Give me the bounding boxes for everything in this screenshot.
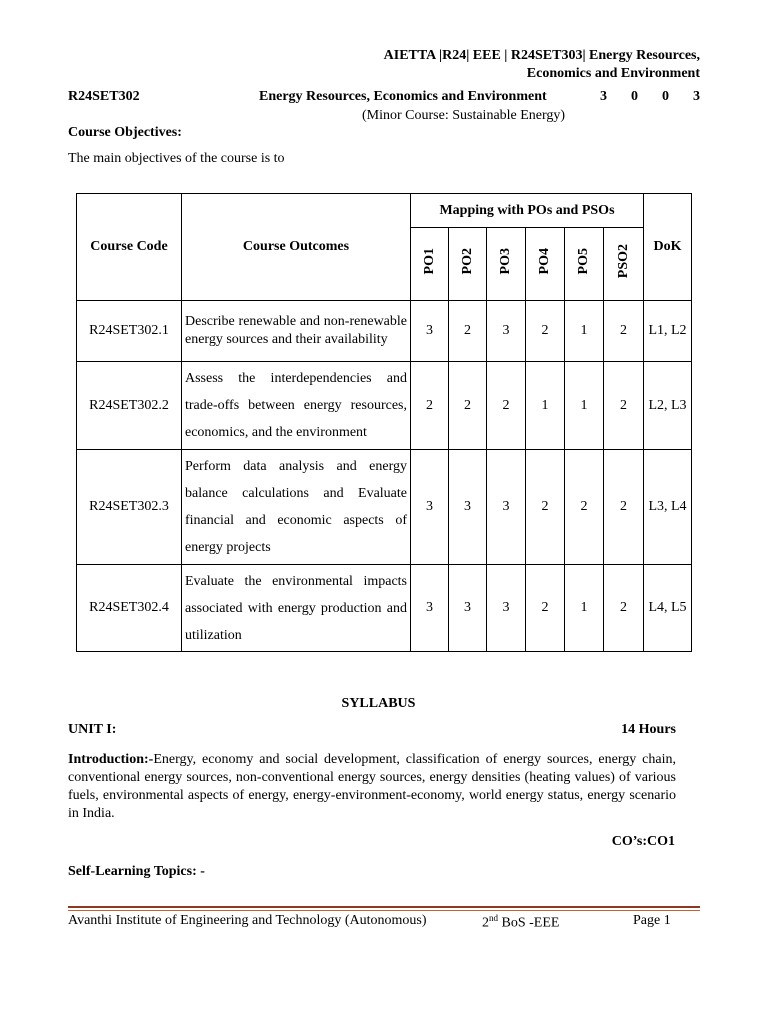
row-po4: 2 xyxy=(526,301,565,362)
document-header xyxy=(384,47,700,83)
row-po1: 3 xyxy=(411,450,449,565)
row-code: R24SET302.4 xyxy=(77,565,182,652)
row-po3: 3 xyxy=(487,301,526,362)
syllabus-heading: SYLLABUS xyxy=(341,696,416,711)
row-po1: 2 xyxy=(411,362,449,450)
credit-c: 3 xyxy=(693,89,700,104)
row-dok: L2, L3 xyxy=(644,362,692,450)
credit-t: 0 xyxy=(631,89,638,104)
header-course-outcomes: Course Outcomes xyxy=(182,194,411,301)
row-po5: 2 xyxy=(565,450,604,565)
row-pso2: 2 xyxy=(604,565,644,652)
header-line-2: Economics and Environment xyxy=(526,66,700,81)
row-code: R24SET302.1 xyxy=(77,301,182,362)
objectives-heading: Course Objectives: xyxy=(68,125,182,140)
header-dok: DoK xyxy=(644,194,692,301)
footer-page-number: Page 1 xyxy=(633,913,671,928)
row-po2: 3 xyxy=(449,450,487,565)
minor-course-note: (Minor Course: Sustainable Energy) xyxy=(362,108,566,123)
unit-title: UNIT I: xyxy=(68,722,117,737)
row-po5: 1 xyxy=(565,565,604,652)
row-po3: 2 xyxy=(487,362,526,450)
credit-p: 0 xyxy=(662,89,669,104)
row-po3: 3 xyxy=(487,450,526,565)
row-outcome: Describe renewable and non-renewable energy sources and their availability xyxy=(182,301,411,362)
table-row xyxy=(77,362,692,450)
unit-hours: 14 Hours xyxy=(621,722,676,737)
row-po4: 1 xyxy=(526,362,565,450)
row-dok: L3, L4 xyxy=(644,450,692,565)
course-credits xyxy=(600,89,700,105)
header-po3: PO3 xyxy=(487,228,526,301)
header-po5: PO5 xyxy=(565,228,604,301)
row-pso2: 2 xyxy=(604,362,644,450)
footer-divider-thin xyxy=(68,910,700,911)
bos-suffix: nd xyxy=(489,913,498,923)
bos-label: BoS -EEE xyxy=(498,915,560,931)
header-po2: PO2 xyxy=(449,228,487,301)
footer-bos xyxy=(482,913,559,932)
row-outcome: Perform data analysis and energy balance calculations and Evaluate financial and economic aspects of energy projects xyxy=(182,450,411,565)
table-row xyxy=(77,301,692,362)
header-po4: PO4 xyxy=(526,228,565,301)
row-po4: 2 xyxy=(526,450,565,565)
row-dok: L1, L2 xyxy=(644,301,692,362)
self-learning-topics: Self-Learning Topics: - xyxy=(68,864,205,879)
table-row xyxy=(77,450,692,565)
row-code: R24SET302.2 xyxy=(77,362,182,450)
course-code: R24SET302 xyxy=(68,89,140,104)
row-po2: 2 xyxy=(449,301,487,362)
credit-l: 3 xyxy=(600,89,607,104)
row-po5: 1 xyxy=(565,301,604,362)
course-title-row xyxy=(68,89,700,109)
row-outcome: Evaluate the environmental impacts associated with energy production and utilization xyxy=(182,565,411,652)
row-pso2: 2 xyxy=(604,450,644,565)
row-po5: 1 xyxy=(565,362,604,450)
footer-institute: Avanthi Institute of Engineering and Technology (Autonomous) xyxy=(68,913,427,928)
header-pso2: PSO2 xyxy=(604,228,644,301)
course-outcomes-table xyxy=(76,193,692,652)
course-name: Energy Resources, Economics and Environment xyxy=(259,89,547,104)
row-po2: 2 xyxy=(449,362,487,450)
header-mapping: Mapping with POs and PSOs xyxy=(411,194,644,228)
objectives-text: The main objectives of the course is to xyxy=(68,151,285,166)
row-po4: 2 xyxy=(526,565,565,652)
row-po1: 3 xyxy=(411,301,449,362)
row-code: R24SET302.3 xyxy=(77,450,182,565)
intro-text: Energy, economy and social development, classification of energy sources, energy chain, conventional energy sources, non-conventional energy sources, energy densities (heating values) of various fuels, environmental aspects of energy, energy-environment-economy, world energy status, energy scenario in India. xyxy=(68,752,676,821)
header-line-1: AIETTA |R24| EEE | R24SET303| Energy Resources, xyxy=(383,48,700,63)
footer-divider xyxy=(68,906,700,908)
table-row xyxy=(77,565,692,652)
header-course-code: Course Code xyxy=(77,194,182,301)
bos-number: 2 xyxy=(482,915,489,931)
header-po1: PO1 xyxy=(411,228,449,301)
unit-introduction xyxy=(68,751,676,823)
intro-label: Introduction:- xyxy=(68,752,154,767)
row-outcome: Assess the interdependencies and trade-offs between energy resources, economics, and the environment xyxy=(182,362,411,450)
row-po2: 3 xyxy=(449,565,487,652)
row-dok: L4, L5 xyxy=(644,565,692,652)
row-pso2: 2 xyxy=(604,301,644,362)
course-outcome-ref: CO’s:CO1 xyxy=(611,834,675,849)
row-po1: 3 xyxy=(411,565,449,652)
row-po3: 3 xyxy=(487,565,526,652)
